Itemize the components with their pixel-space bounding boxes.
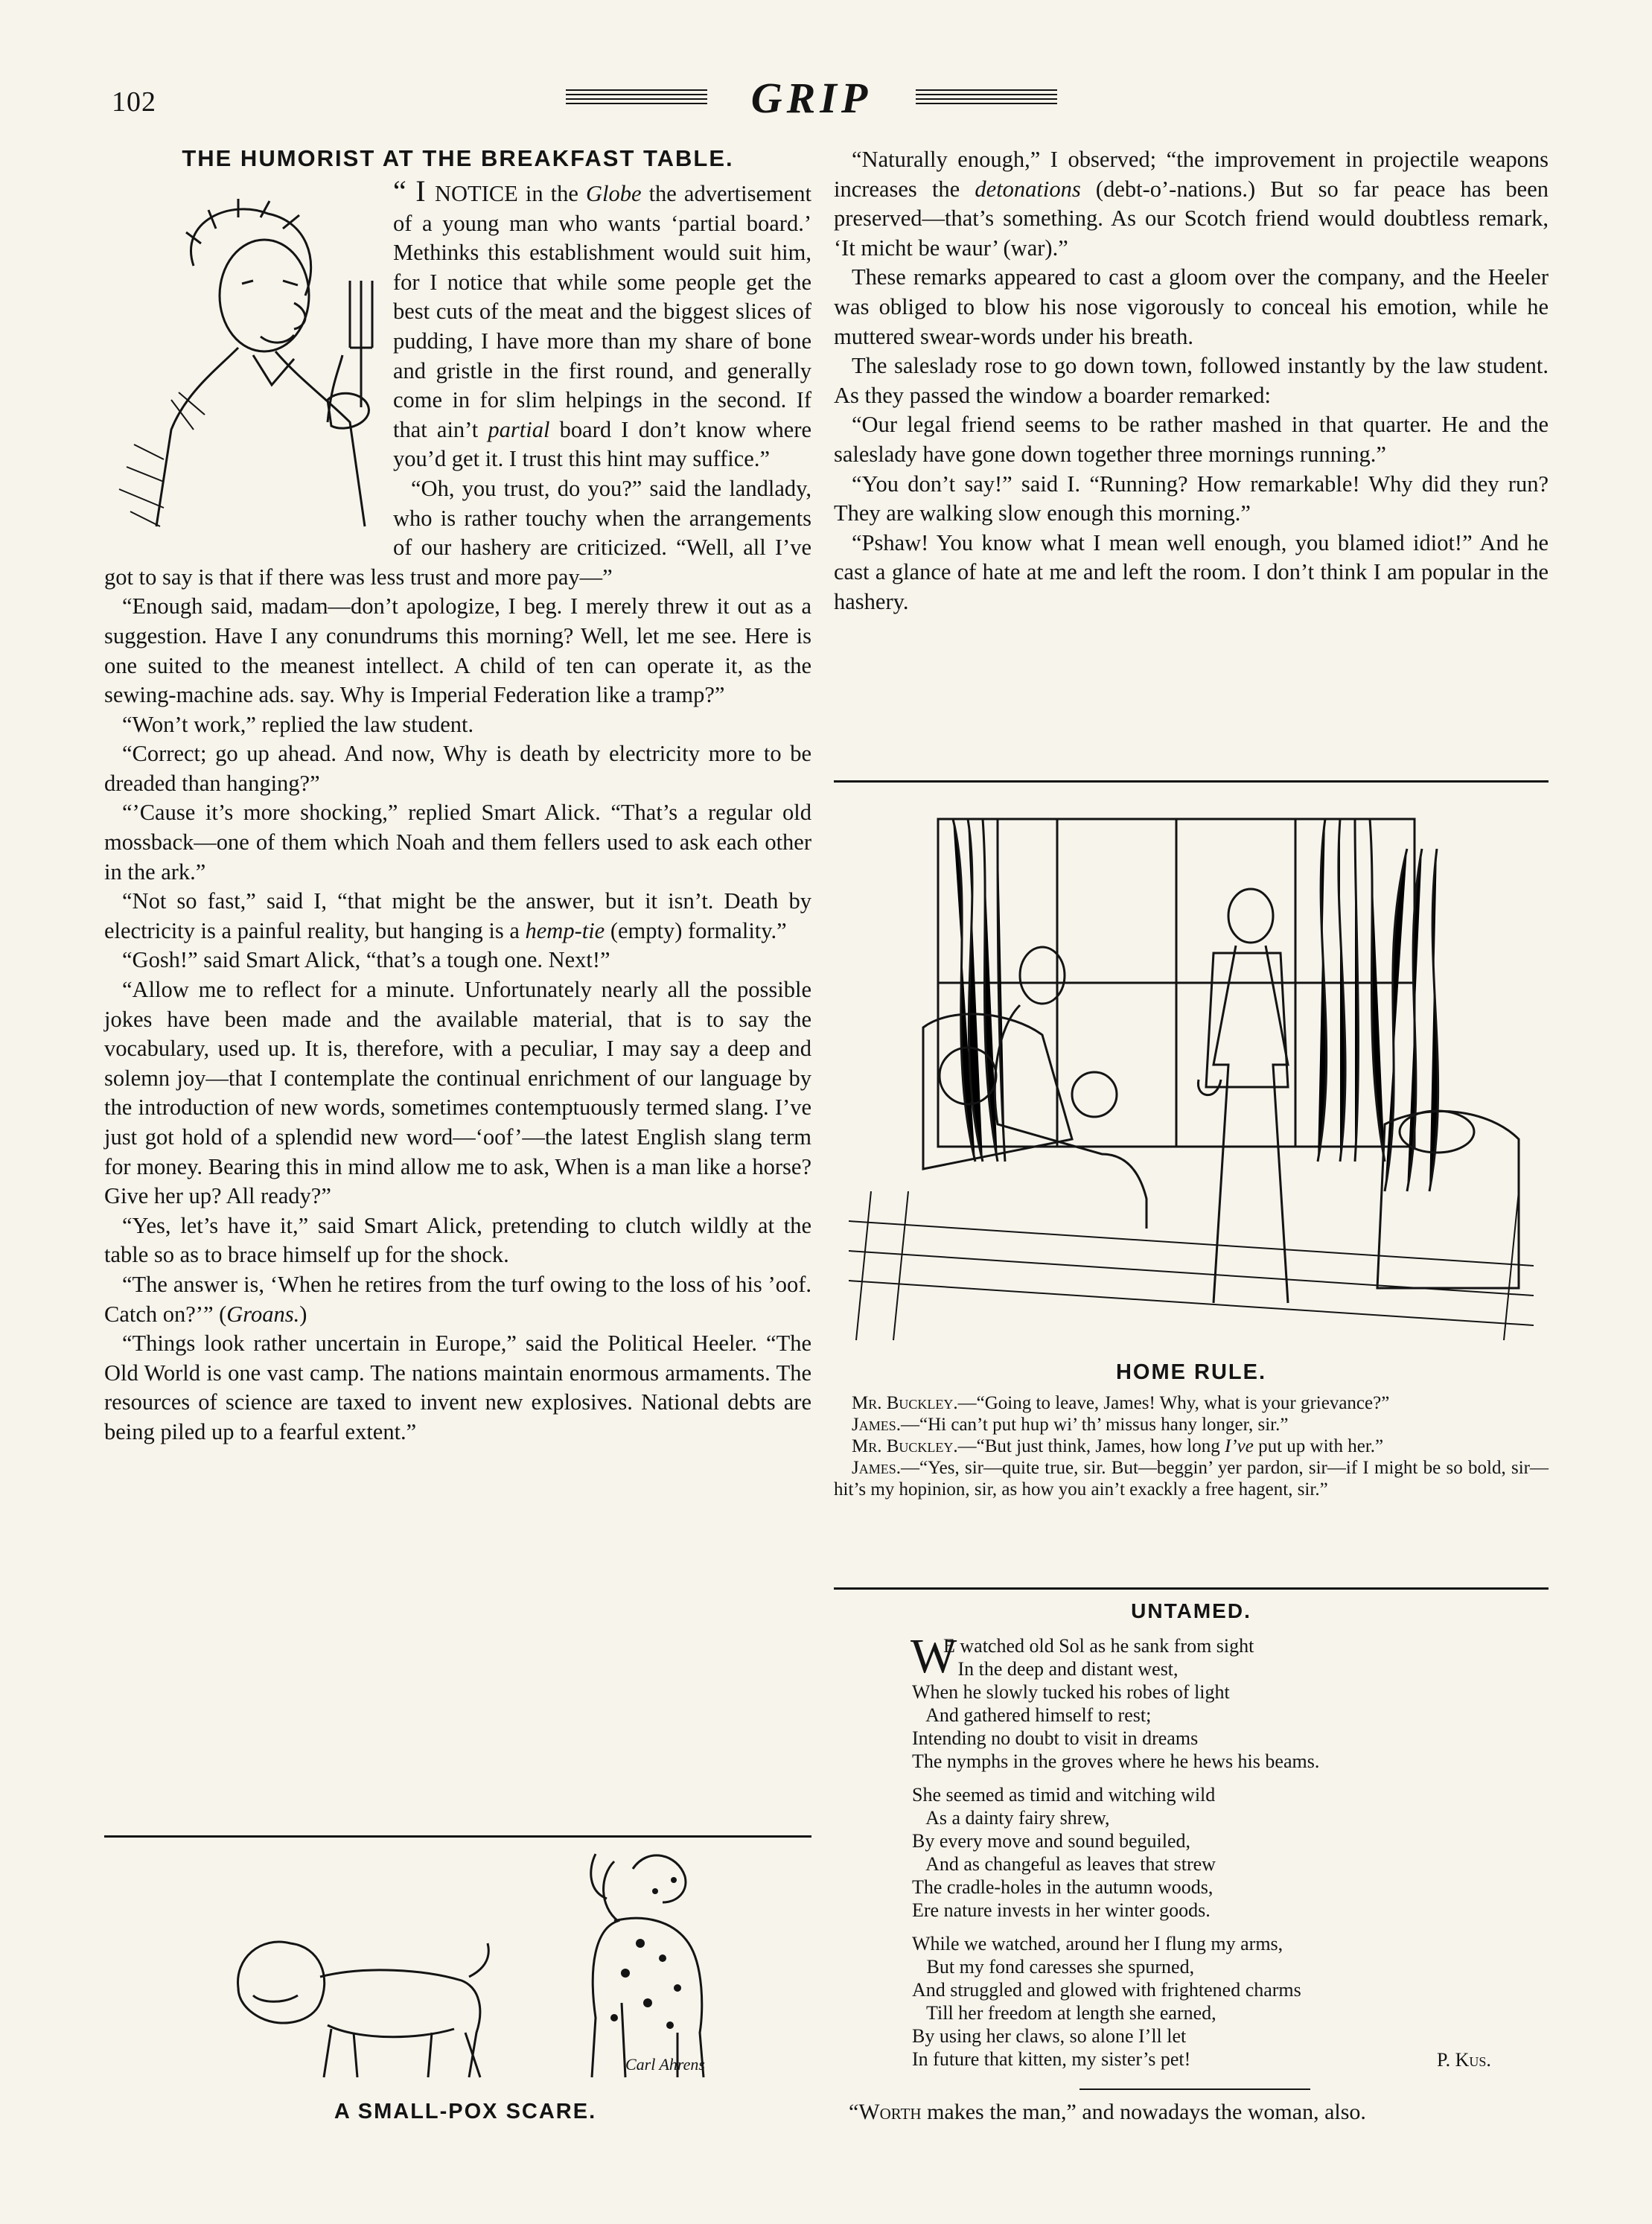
poem-line: While we watched, around her I flung my arms,	[912, 1933, 1283, 1954]
masthead-title: GRIP	[750, 74, 873, 122]
right-divider-2	[834, 1587, 1549, 1590]
poem-line: When he slowly tucked his robes of light	[912, 1681, 1230, 1703]
footer-quote-text: makes the man,” and nowadays the woman, also.	[921, 2100, 1366, 2124]
right-para-6: “Pshaw! You know what I mean well enough, you blamed idiot!” And he cast a glance of hate at me and left the room. I don’t think I am popular in the hashery.	[834, 529, 1549, 614]
dialogue-text-3b: I’ve	[1224, 1436, 1254, 1456]
poem-line: Intending no doubt to visit in dreams	[912, 1727, 1199, 1749]
dialogue-text-3c: put up with her.”	[1253, 1436, 1384, 1456]
dialogue-text-2: —“Hi can’t put hup wi’ th’ missus hany longer, sir.”	[901, 1415, 1289, 1435]
poem-title: UNTAMED.	[1131, 1599, 1251, 1622]
para-12: “Things look rather uncertain in Europe,” said the Political Heeler. “The Old World is one vast camp. The nations maintain enormous armaments. The resources of science are taxed to invent new explosives. National debts are being piled up to a fearful extent.”	[104, 1331, 811, 1444]
dialogue-line-1	[834, 1392, 1549, 1414]
dialogue-text-3a: —“But just think, James, how long	[957, 1436, 1225, 1456]
right-column	[834, 145, 1549, 617]
poem-line: By using her claws, so alone I’ll let	[912, 2025, 1187, 2047]
speaker-james-2: James.	[852, 1458, 901, 1478]
para-11	[104, 1270, 811, 1329]
dialogue-line-3	[834, 1436, 1549, 1457]
r1c: (debt-o’-nations.) But so far peace has been preserved—that’s something. As our Scotch friend would doubtless remark, ‘It micht be waur’ (war).”	[834, 176, 1549, 261]
home-rule-illustration	[849, 804, 1534, 1355]
poem-line: And struggled and glowed with frightened charms	[912, 1979, 1301, 2001]
p7a: “Not so fast,” said I, “that might be the answer, but it isn’t. Death by electricity is a painful reality, but hanging is a	[104, 888, 811, 943]
home-rule-drawing	[849, 804, 1534, 1355]
footer-quote: “Worth makes the man,” and nowadays the woman, also.	[849, 2100, 1366, 2124]
p11a: “The answer is, ‘When he retires from the turf owing to the loss of his ’oof. Catch on?’” (	[104, 1271, 811, 1327]
para-5: “Correct; go up ahead. And now, Why is death by electricity more to be dreaded than hanging?”	[104, 741, 811, 796]
dialogue-text-4: —“Yes, sir—quite true, sir. But—beggin’ yer pardon, sir—if I might be so bold, sir—hit’s my hopinion, sir, as how you ain’t exackly a free hagent, sir.”	[834, 1458, 1549, 1500]
left-column	[104, 145, 811, 1447]
p11-groans: Groans.	[226, 1301, 300, 1327]
poem-line: And as changeful as leaves that strew	[912, 1853, 1216, 1875]
lead-e: board I don’t know where you’d get it. I trust this hint may suffice.”	[393, 416, 812, 472]
poem-line: And gathered himself to rest;	[912, 1704, 1152, 1726]
right-divider-1	[834, 780, 1549, 783]
humorist-drawing	[104, 176, 387, 541]
dialogue-text-1: —“Going to leave, James! Why, what is your grievance?”	[957, 1393, 1390, 1413]
poem-line: The cradle-holes in the autumn woods,	[912, 1876, 1214, 1898]
right-para-5: “You don’t say!” said I. “Running? How remarkable! Why did they run? They are walking slow enough this morning.”	[834, 471, 1549, 526]
poem-line: But my fond caresses she spurned,	[912, 1956, 1195, 1978]
poem-line: E watched old Sol as he sank from sight	[943, 1635, 1254, 1657]
poem-dropcap: W	[910, 1629, 957, 1683]
masthead-rule-right	[916, 89, 1057, 106]
footer-quote-lead: Worth	[858, 2100, 922, 2124]
para-6: “’Cause it’s more shocking,” replied Smart Alick. “That’s a regular old mossback—one of them which Noah and them fellers used to ask each other in the ark.”	[104, 800, 811, 885]
poem-line: As a dainty fairy shrew,	[912, 1807, 1110, 1829]
r1a: “Naturally enough,” I observed; “the improvement in projectile weapons increases the	[834, 147, 1549, 202]
speaker-buckley-2: Mr. Buckley.	[852, 1436, 958, 1456]
para-10: “Yes, let’s have it,” said Smart Alick, pretending to clutch wildly at the table so as to brace himself up for the shock.	[104, 1212, 811, 1268]
lead-partial: partial	[488, 416, 550, 442]
para-4: “Won’t work,” replied the law student.	[122, 711, 474, 737]
smallpox-caption: A SMALL-POX SCARE.	[334, 2100, 597, 2123]
poem-line: Ere nature invests in her winter goods.	[912, 1899, 1211, 1921]
humorist-dropcap: “ I	[393, 174, 435, 208]
p7-hemp-tie: hemp-tie	[525, 917, 605, 943]
lead-a: NOTICE in the	[434, 181, 586, 206]
poem-line: In future that kitten, my sister’s pet!	[912, 2048, 1191, 2070]
smallpox-signature: Carl Ahrens	[625, 2055, 705, 2074]
right-para-1	[834, 145, 1549, 263]
stanza-1	[910, 1629, 1522, 1683]
masthead	[566, 73, 1057, 125]
smallpox-illustration	[208, 1847, 730, 2085]
stanza-3	[912, 1932, 1522, 2071]
speaker-buckley-1: Mr. Buckley.	[852, 1393, 958, 1413]
para-8: “Gosh!” said Smart Alick, “that’s a tough one. Next!”	[122, 947, 610, 973]
para-2: “Oh, you trust, do you?” said the landlady, who is rather touchy when the arrangements of our hashery are criticized. “Well, all I’ve got to say is that if there was less trust and more pay—”	[104, 475, 811, 590]
poem-line: In the deep and distant west,	[943, 1658, 1179, 1680]
lead-globe: Globe	[585, 181, 642, 206]
stanza-1-rest	[912, 1680, 1522, 1773]
para-7	[104, 887, 811, 946]
speaker-james-1: James.	[852, 1415, 901, 1435]
p11c: )	[299, 1301, 307, 1327]
right-para-3: The saleslady rose to go down town, followed instantly by the law student. As they passed the window a boarder remarked:	[834, 353, 1549, 408]
poem-line: She seemed as timid and witching wild	[912, 1784, 1216, 1806]
para-3: “Enough said, madam—don’t apologize, I beg. I merely threw it out as a suggestion. Have I any conundrums this morning? Well, let me see. Here is one suited to the meanest intellect. A child of ten can operate it, as the sewing-machine ads. say. Why is Imperial Federation like a tramp?”	[104, 593, 811, 708]
p7c: (empty) formality.”	[605, 917, 787, 943]
humorist-illustration	[104, 176, 387, 541]
smallpox-drawing	[208, 1847, 730, 2085]
dialogue-line-4	[834, 1457, 1549, 1500]
stanza-2	[912, 1783, 1522, 1922]
right-para-4: “Our legal friend seems to be rather mashed in that quarter. He and the saleslady have gone down together three mornings running.”	[834, 412, 1549, 467]
right-para-2: These remarks appeared to cast a gloom over the company, and the Heeler was obliged to blow his nose vigorously to conceal his emotion, while he muttered swear-words under his breath.	[834, 264, 1549, 349]
article-title: THE HUMORIST AT THE BREAKFAST TABLE.	[182, 145, 734, 171]
r1-detonations: detonations	[975, 176, 1081, 202]
poem-line: By every move and sound beguiled,	[912, 1830, 1191, 1852]
dialogue-line-2	[834, 1414, 1549, 1436]
home-rule-dialogue	[834, 1392, 1549, 1500]
page-number: 102	[112, 86, 156, 118]
poem-line: Till her freedom at length she earned,	[912, 2002, 1216, 2024]
lead-c: the advertisement of a young man who wants ‘partial board.’ Methinks this establishment would suit him, for I notice that while some people get the best cuts of the meat and the biggest slices of pudding, I have more than my share of bone and gristle in the first round, and generally come in for slim helpings in the second. If that ain’t	[393, 181, 811, 442]
poem-divider	[1079, 2088, 1310, 2090]
para-9: “Allow me to reflect for a minute. Unfortunately nearly all the possible jokes have been made and the available material, that is to say the vocabulary, used up. It is, therefore, with a peculiar, I may say a deep and solemn joy—that I contemplate the continual enrichment of our language by the introduction of new words, sometimes contemptuously termed slang. I’ve just got hold of a splendid new word—‘oof’—the latest English slang term for money. Bearing this in mind allow me to ask, When is a man like a horse? Give her up? All ready?”	[104, 977, 811, 1209]
poem	[910, 1629, 1522, 2071]
home-rule-caption: HOME RULE.	[1115, 1360, 1267, 1384]
poem-author: P. Kus.	[1437, 2049, 1491, 2071]
poem-line: The nymphs in the groves where he hews his beams.	[912, 1750, 1320, 1772]
left-divider	[104, 1835, 811, 1838]
